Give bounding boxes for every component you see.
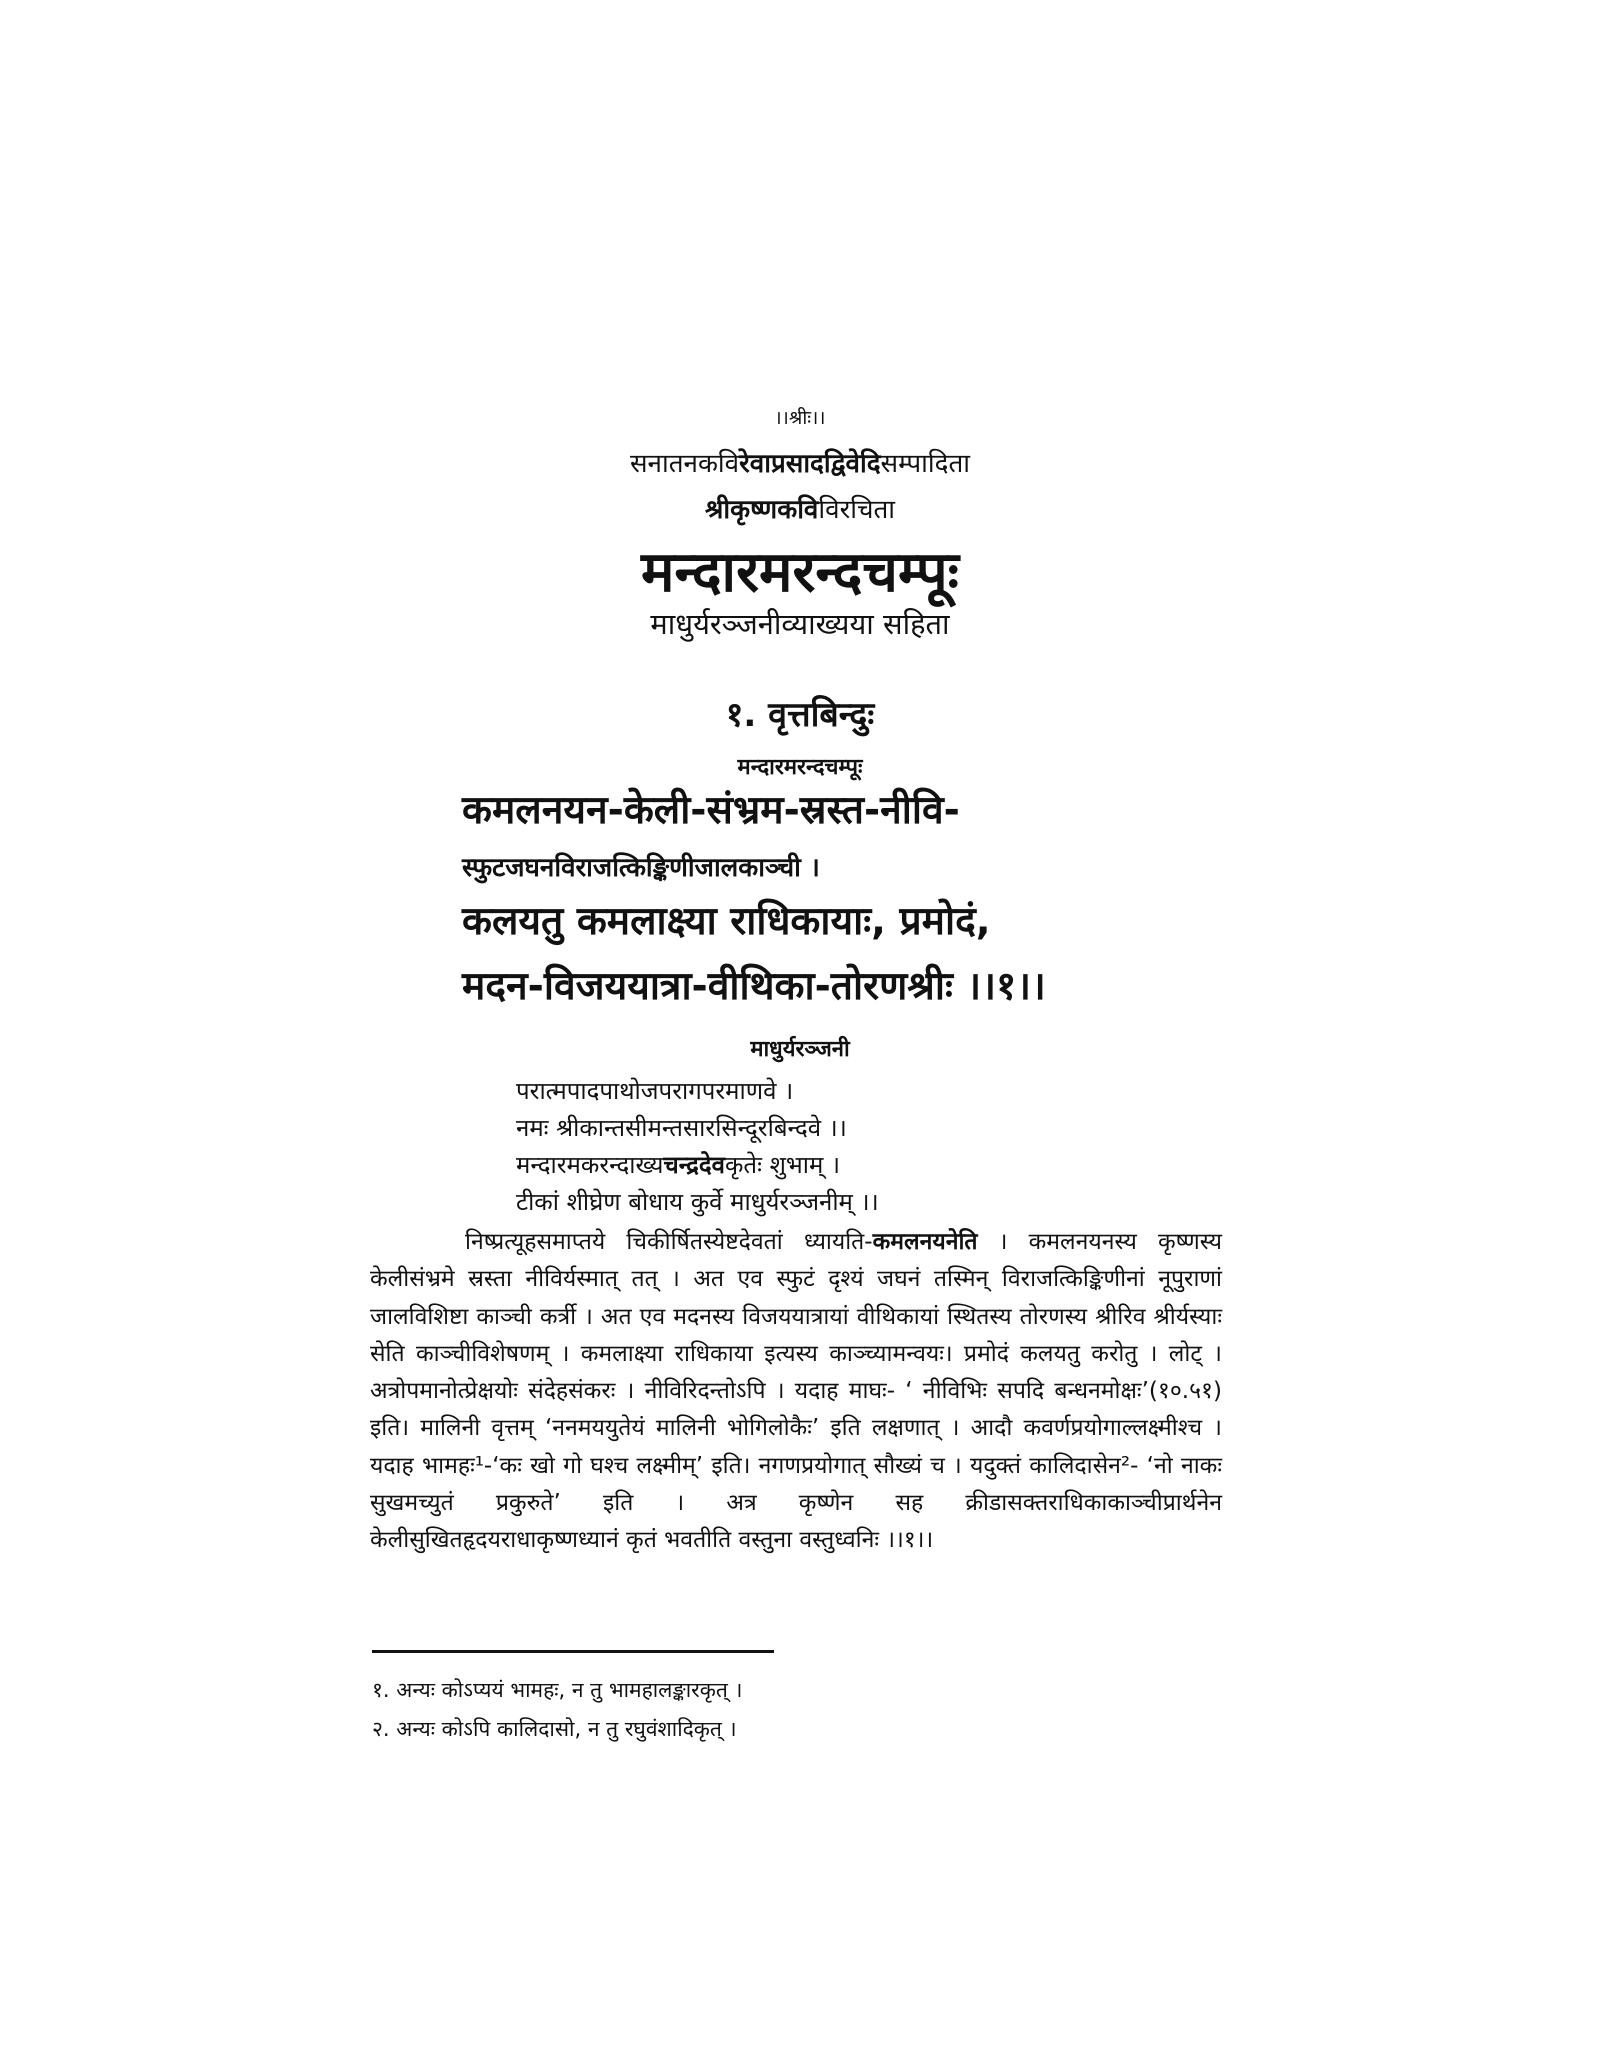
commentary-heading: माधुर्यरञ्जनी	[750, 1037, 850, 1062]
editor-line-prefix: सनातनकवि	[629, 449, 740, 479]
author-line	[0, 490, 1600, 526]
footnote-1: १. अन्यः कोऽप्ययं भामहः, न तु भामहालङ्कारकृत् ।	[372, 1678, 743, 1702]
chapter-heading: १. वृत्तबिन्दुः	[725, 695, 875, 735]
footnote-divider	[372, 1650, 774, 1653]
editor-line	[0, 444, 1600, 480]
invocation-verse-line-1: परात्मपादपाथोजपरागपरमाणवे ।	[516, 1077, 794, 1105]
commentary-intro: निष्प्रत्यूहसमाप्तये चिकीर्षितस्येष्टदेवतां ध्यायति-	[465, 1229, 873, 1255]
author-line-suffix: विरचिता	[818, 495, 896, 525]
chandradeva-name: चन्द्रदेव	[663, 1151, 725, 1179]
verse-line-2: स्फुटजघनविराजत्किङ्किणीजालकाञ्ची ।	[462, 853, 820, 883]
editor-name: रेवाप्रसादद्विवेदि	[739, 449, 881, 479]
invocation-verse-line-2: नमः श्रीकान्तसीमन्तसारसिन्दूरबिन्दवे ।।	[516, 1114, 847, 1142]
verse-line-4: मदन-विजययात्रा-वीथिका-तोरणश्रीः ।।१।।	[462, 964, 1046, 1009]
commentary-paragraph	[370, 1224, 1222, 1560]
invocation-mark: ।।श्रीः।।	[774, 407, 826, 429]
commentary-body: । कमलनयनस्य कृष्णस्य केलीसंभ्रमे स्रस्ता नीविर्यस्मात् तत् । अत एव स्फुटं दृश्यं जघनं तस्मिन् विराजत्किङ्किणीनां नूपुराणां जालविशिष्टा काञ्ची कर्त्री । अत एव मदनस्य विजययात्रायां वीथिकायां स्थितस्य तोरणस्य श्रीरिव श्रीर्यस्याः सेति काञ्चीविशेषणम् । कमलाक्ष्या राधिकाया इत्यस्य काञ्च्यामन्वयः। प्रमोदं कलयतु करोतु । लोट् । अत्रोपमानोत्प्रेक्षयोः संदेहसंकरः । नीविरिदन्तोऽपि । यदाह माघः- ‘ नीविभिः सपदि बन्धनमोक्षः’(१०.५१) इति। मालिनी वृत्तम् ‘ननमययुतेयं मालिनी भोगिलोकैः’ इति लक्षणात् । आदौ कवर्णप्रयोगाल्लक्ष्मीश्च । यदाह भामहः¹-‘कः खो गो घश्च लक्ष्मीम्’ इति। नगणप्रयोगात् सौख्यं च । यदुक्तं कालिदासेन²- ‘नो नाकः सुखमच्युतं प्रकुरुते’ इति । अत्र कृष्णेन सह क्रीडासक्तराधिकाकाञ्चीप्रार्थनेन केलीसुखितहृदयराधाकृष्णध्यानं कृतं भवतीति वस्तुना वस्तुध्वनिः ।।१।।	[370, 1229, 1222, 1554]
editor-line-suffix: सम्पादिता	[880, 449, 971, 479]
footnote-2: २. अन्यः कोऽपि कालिदासो, न तु रघुवंशादिकृत् ।	[372, 1717, 737, 1741]
invocation-verse-line-3-prefix: मन्दारमकरन्दाख्य	[516, 1151, 664, 1179]
author-name: श्रीकृष्णकवि	[704, 495, 819, 525]
text-label: मन्दारमरन्दचम्पूः	[737, 755, 863, 780]
invocation-verse-line-3-suffix: कृतेः शुभाम् ।	[724, 1151, 841, 1179]
invocation-verse-line-4: टीकां शीघ्रेण बोधाय कुर्वे माधुर्यरञ्जनीम् ।।	[516, 1188, 879, 1216]
book-title: मन्दारमरन्दचम्पूः	[641, 540, 959, 605]
commentary-keyword: कमलनयनेति	[872, 1229, 978, 1255]
invocation-verse-line-3	[516, 1148, 840, 1181]
verse-line-3: कलयतु कमलाक्ष्या राधिकायाः, प्रमोदं,	[462, 899, 991, 944]
book-subtitle: माधुर्यरञ्जनीव्याख्यया सहिता	[650, 607, 950, 641]
verse-line-1: कमलनयन-केली-संभ्रम-स्रस्त-नीवि-	[462, 788, 960, 833]
